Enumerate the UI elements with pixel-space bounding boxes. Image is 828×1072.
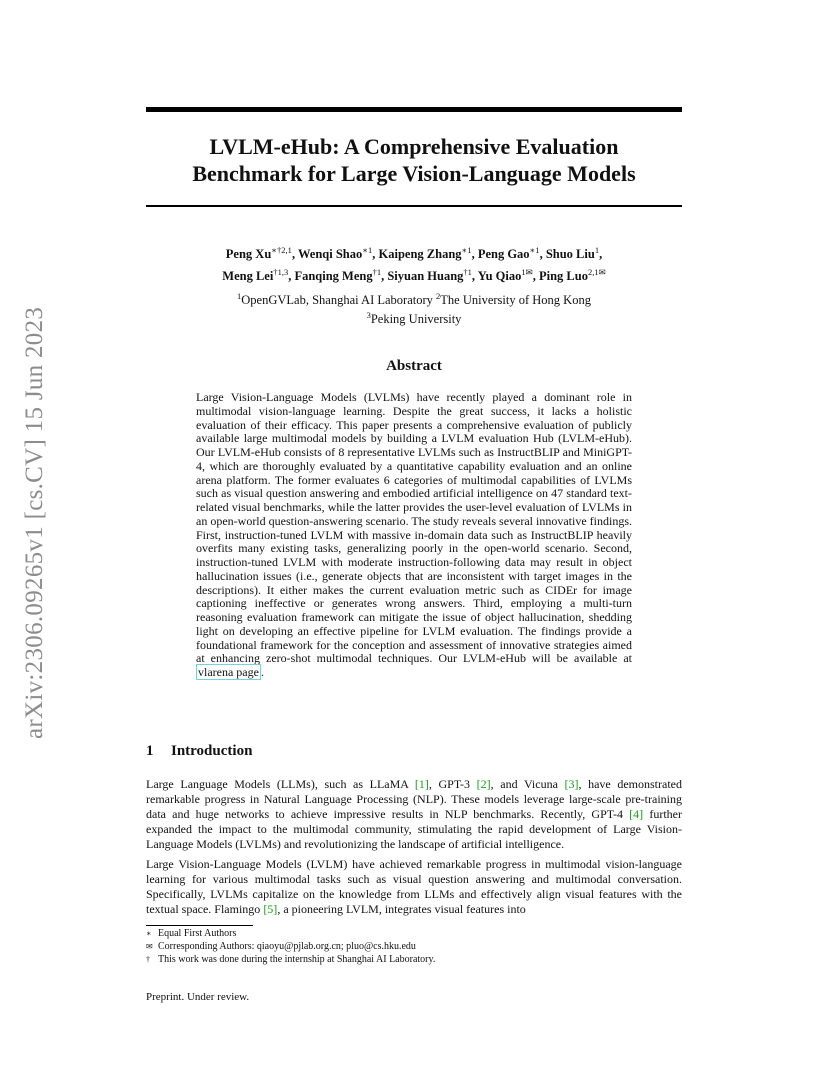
title-bottom-rule: [146, 205, 682, 207]
abstract-text: Large Vision-Language Models (LVLMs) have recently played a dominant role in multimodal vision-language learning. Despite the great success, it lacks a holistic evaluation of their efficacy. This paper presents a comprehensive evaluation of publicly available large multimodal models by building a LVLM evaluation Hub (LVLM-eHub). Our LVLM-eHub consists of 8 representative LVLMs such as InstructBLIP and MiniGPT-4, which are thoroughly evaluated by a quantitative capability evaluation and an online arena platform. The former evaluates 6 categories of multimodal capabilities of LVLMs such as visual question answering and embodied artificial intelligence on 47 standard text-related visual benchmarks, while the latter provides the user-level evaluation of LVLMs in an open-world question-answering scenario. The study reveals several innovative findings. First, instruction-tuned LVLM with massive in-domain data such as InstructBLIP heavily overfits many existing tasks, generalizing poorly in the open-world scenario. Second, instruction-tuned LVLM with moderate instruction-following data may result in object hallucination issues (i.e., generate objects that are inconsistent with target images in the descriptions). It either makes the current evaluation metric such as CIDEr for image captioning ineffective or generates wrong answers. Third, employing a multi-turn reasoning evaluation framework can mitigate the issue of object hallucination, shedding light on developing an effective pipeline for LVLM evaluation. The findings provide a foundational framework for the conception and assessment of innovative strategies aimed at enhancing zero-shot multimodal techniques. Our LVLM-eHub will be available at vlarena page .: [196, 390, 632, 679]
citation-link[interactable]: [2]: [476, 777, 491, 791]
title-line-1: LVLM-eHub: A Comprehensive Evaluation: [209, 134, 619, 159]
footnote: † This work was done during the internship at Shanghai AI Laboratory.: [146, 954, 436, 965]
affiliations: $^1$OpenGVLab, Shanghai AI Laboratory $^2$The University of Hong Kong $^3$Peking University: [237, 291, 591, 327]
citation-link[interactable]: [3]: [564, 777, 579, 791]
arxiv-stamp: arXiv:2306.09265v1 [cs.CV] 15 Jun 2023: [21, 306, 48, 739]
preprint-notice: Preprint. Under review.: [146, 991, 250, 1003]
abstract-heading: Abstract: [386, 358, 442, 374]
author: Fanqing Meng$^{\dagger 1}$: [294, 267, 382, 284]
author: Meng Lei$^{\dagger 1,3}$: [222, 267, 289, 284]
author: Siyuan Huang$^{\dagger 1}$: [387, 267, 472, 284]
affiliation: The University of Hong Kong: [440, 293, 591, 308]
citation-link[interactable]: [5]: [263, 901, 278, 916]
author-list: Peng $Xu^{∗\dagger 2,1}$, Wenqi Shao$^{∗1}$, Kaipeng Zhang$^{∗1}$, Peng Gao$^{∗1}$, Shuo Liu$^1$, Meng Lei$^{\dagger 1,3}$, Fanqing Meng$^{\dagger 1}$, Siyuan Huang$^{\dagger 1}$, Yu Qiao$^{1✉}$, Ping Luo$^{2,1✉}$: [222, 245, 606, 284]
section-title: Introduction: [171, 743, 253, 759]
author: Peng Gao$^{∗1}$: [477, 245, 540, 262]
footnote-rule: [146, 925, 253, 926]
footnote: ✉ Corresponding Authors: qiaoyu@pjlab.org.cn; pluo@cs.hku.edu: [146, 941, 416, 952]
author: Shuo Liu$^1$: [545, 245, 600, 262]
footnote: ∗ Equal First Authors: [146, 928, 237, 939]
section-number: 1: [146, 743, 154, 759]
title-line-2: Benchmark for Large Vision-Language Models: [192, 161, 636, 186]
author: Yu Qiao$^{1✉}$: [477, 267, 533, 284]
affiliation: OpenGVLab, Shanghai AI Laboratory: [241, 293, 433, 308]
author: Wenqi Shao$^{∗1}$: [297, 245, 373, 262]
author: Kaipeng Zhang$^{∗1}$: [378, 245, 472, 262]
intro-paragraph-2: Large Vision-Language Models (LVLM) have achieved remarkable progress in multimodal vision-language learning for various multimodal tasks such as visual question answering and multimodal conversation. Specifically, LVLMs capitalize on the knowledge from LLMs and effectively align visual features with the textual space. Flamingo [5], a pioneering LVLM, integrates visual features into: [146, 857, 682, 916]
citation-link[interactable]: [1]: [414, 777, 429, 791]
author: Peng $Xu^{∗\dagger 2,1}$: [225, 245, 292, 262]
citation-link[interactable]: [4]: [629, 806, 644, 821]
footnotes: [146, 927, 682, 966]
affiliation: Peking University: [370, 312, 462, 327]
vlarena-link[interactable]: vlarena page: [198, 665, 259, 679]
section-heading-introduction: [146, 743, 682, 760]
paper-title: [146, 133, 682, 187]
author: Ping Luo$^{2,1✉}$: [539, 267, 606, 284]
title-top-rule: [146, 107, 682, 112]
intro-paragraph-1: Large Language Models (LLMs), such as LLaMA [1], GPT-3 [2], and Vicuna [3], have demonstrated remarkable progress in Natural Language Processing (NLP). These models leverage large-scale pre-training data and huge networks to achieve impressive results in NLP benchmarks. Recently, GPT-4 [4] further expanded the impact to the multimodal community, stimulating the rapid development of Large Vision-Language Models (LVLMs) and revolutionizing the landscape of artificial intelligence.: [146, 777, 682, 851]
